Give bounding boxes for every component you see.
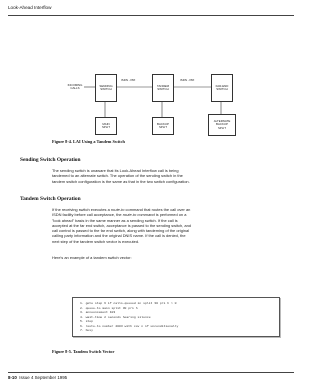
sending-switch-box: SENDING SWITCH xyxy=(95,74,117,102)
diagram-connectors xyxy=(0,0,300,140)
vector-step: 4. wait-time 2 seconds hearing silence xyxy=(80,314,151,319)
vector-step: 3. announcement 103 xyxy=(80,310,116,314)
page-footer xyxy=(8,375,67,380)
incoming-calls-label: INCOMING CALLS xyxy=(67,82,83,90)
issue-date: Issue 4 September 1995 xyxy=(19,375,68,380)
footer-rule xyxy=(8,372,294,373)
section-heading-tandem: Tandem Switch Operation xyxy=(20,196,81,202)
vector-step: 6. route-to number 4003 with cov n if unconditionally xyxy=(80,323,179,328)
alternate-backup-split-box: ALTERNATE BACKUP SPLIT xyxy=(208,114,236,136)
page-number: 8-10 xyxy=(8,375,17,380)
trunk-label-1: ISDN - PRI xyxy=(121,78,136,82)
section-heading-sending: Sending Switch Operation xyxy=(20,157,81,163)
vector-step: 2. queue-to main split 30 pri h xyxy=(80,305,138,310)
tandem-vector-box xyxy=(72,297,280,337)
main-split-box: MAIN SPLIT xyxy=(95,117,117,135)
running-header: Look-Ahead Interflow xyxy=(8,5,52,10)
sending-paragraph: The sending switch is unaware that its Look-Ahead Interflow call is being tandemed to an alternate switch. The operation of the sending switch in the tandem switch configuration is the same as that in the two switch configuration. xyxy=(52,168,190,184)
backup-split-box: BACKUP SPLIT xyxy=(152,117,174,135)
far-end-switch-box: FAR-END SWITCH xyxy=(211,74,233,102)
tandem-switch-box: TANDEM SWITCH xyxy=(152,74,174,102)
vector-step: 1. goto step 6 if calls-queued in split 30 pri h > 0 xyxy=(80,301,177,305)
vector-step: 7. busy xyxy=(80,328,93,332)
trunk-label-2: ISDN - PRI xyxy=(180,78,195,82)
example-intro: Here's an example of a tandem switch vector: xyxy=(52,255,132,260)
vector-step: 5. stop xyxy=(80,319,93,323)
figure-8-4-caption: Figure 8-4. LAI Using a Tandem Switch xyxy=(52,139,125,144)
tandem-paragraph: If the receiving switch executes a route-to command that routes the call over an ISDN facility before call acceptance, the route-to command is performed on a "look ahead" basis in the same manner as a sending switch. If the call is accepted at the far end switch, acceptance is passed to the sending switch, and call control is passed to the far end switch, along with tandeming of the original calling party information and the original DNIS name. If the call is denied, the next step of the tandem switch vector is executed. xyxy=(52,207,191,244)
figure-8-5-caption: Figure 8-5. Tandem Switch Vector xyxy=(52,349,115,354)
